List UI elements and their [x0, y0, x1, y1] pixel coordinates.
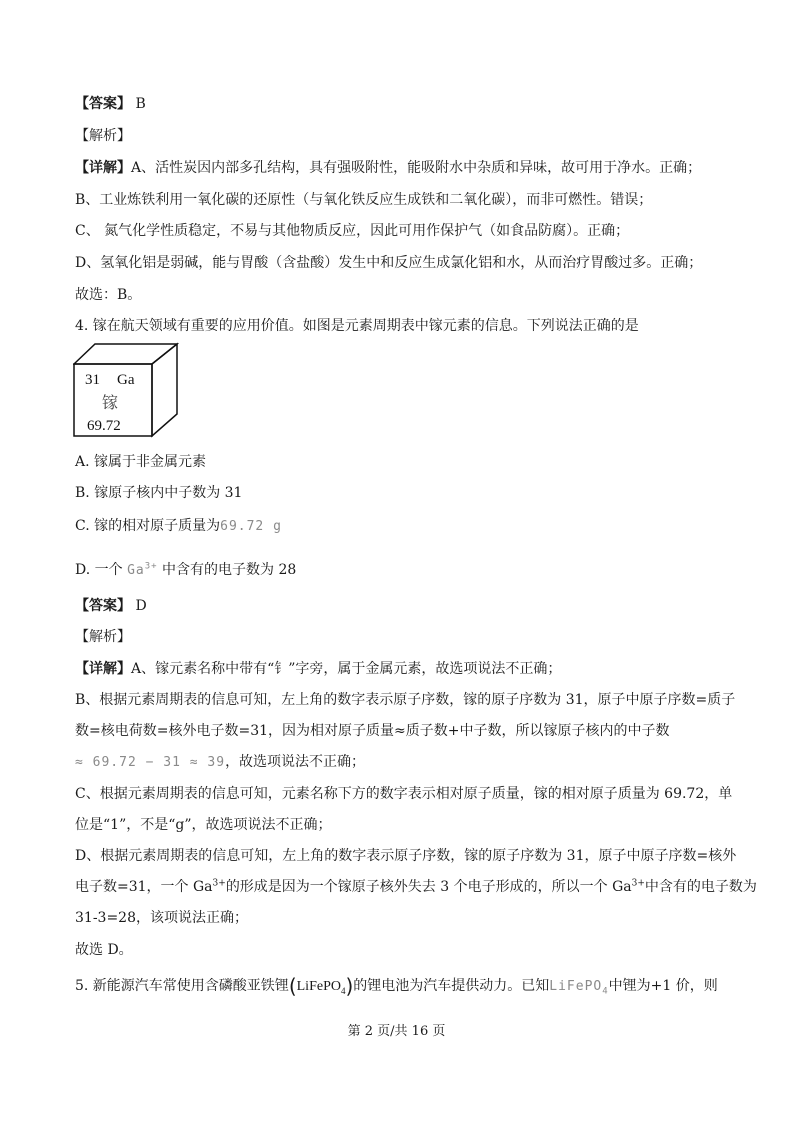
q4-option-c: [75, 516, 282, 537]
option-c-text: C. 镓的相对原子质量为: [75, 518, 221, 534]
q4-detail-b2: 数=核电荷数=核外电子数=31，因为相对原子质量≈质子数+中子数，所以镓原子核内的中子数: [75, 723, 670, 739]
element-symbol: Ga: [117, 372, 135, 388]
element-name: 镓: [102, 395, 119, 412]
card-side-face: [152, 344, 177, 436]
answer-value: D: [135, 598, 147, 614]
detail-tag: 【详解】: [75, 661, 131, 677]
q4-stem: 4. 镓在航天领域有重要的应用价值。如图是元素周期表中镓元素的信息。下列说法正确的是: [75, 318, 639, 334]
q4-detail-d1: D、根据元素周期表的信息可知，左上角的数字表示原子序数，镓的原子序数为 31，原子中原子序数=核外: [75, 848, 737, 864]
detail-tag: 【详解】: [75, 160, 131, 176]
atomic-number: 31: [85, 372, 100, 388]
q4-option-a: A. 镓属于非金属元素: [75, 454, 207, 470]
q3-detail-d: D、氢氧化铝是弱碱，能与胃酸（含盐酸）发生中和反应生成氯化铝和水，从而治疗胃酸过多。正确；: [75, 255, 703, 271]
q3-detail-b: B、工业炼铁利用一氧化碳的还原性（与氧化铁反应生成铁和二氧化碳），而非可燃性。错误；: [75, 192, 653, 208]
option-d-pre: D. 一个: [75, 562, 123, 578]
neutron-formula: ≈ 69.72 − 31 ≈ 39: [75, 755, 226, 770]
answer-tag: 【答案】: [75, 96, 131, 112]
q3-detail-a: [75, 158, 701, 178]
answer-tag: 【答案】: [75, 598, 131, 614]
q3-analysis-tag: 【解析】: [75, 128, 131, 144]
detail-b3-text: ，故选项说法不正确；: [225, 754, 366, 770]
card-top-face: [74, 344, 177, 364]
q3-answer-line: [75, 94, 146, 114]
element-card-figure: [73, 342, 179, 438]
q3-detail-c: C、 氮气化学性质稳定，不易与其他物质反应，因此可用作保护气（如食品防腐）。正确；: [75, 223, 630, 239]
q4-conclusion: 故选 D。: [75, 942, 133, 958]
q4-analysis-tag: 【解析】: [75, 629, 131, 645]
q4-detail-a: [75, 659, 561, 679]
formula-lifepo4-faint: LiFePO$_4$: [549, 979, 609, 997]
q3-conclusion: 故选：B。: [75, 287, 142, 303]
q4-detail-b3: [75, 752, 365, 773]
q4-option-d: [75, 560, 296, 581]
page-footer: 第 2 页/共 16 页: [347, 1024, 446, 1039]
q4-option-b: B. 镓原子核内中子数为 31: [75, 485, 243, 501]
q4-answer-line: [75, 596, 147, 616]
option-c-formula: 69.72 g: [220, 519, 282, 534]
atomic-mass: 69.72: [87, 418, 121, 434]
q5-stem: 5. 新能源汽车常使用含磷酸亚铁锂(LiFePO$_4$)的锂电池为汽车提供动力。已知LiFePO$_4$中锂为+1 价，则: [75, 974, 718, 998]
detail-text: A、活性炭因内部多孔结构，具有强吸附性，能吸附水中杂质和异味，故可用于净水。正确；: [131, 160, 702, 176]
detail-text: A、镓元素名称中带有“钅”字旁，属于金属元素，故选项说法不正确；: [131, 661, 562, 677]
answer-value: B: [135, 96, 146, 112]
q4-detail-b1: B、根据元素周期表的信息可知，左上角的数字表示原子序数，镓的原子序数为 31，原子中原子序数=质子: [75, 692, 736, 708]
formula-lifepo4: LiFePO$_4$: [296, 979, 346, 996]
q4-detail-d2: 电子数=31，一个 $Ga^{3+}$的形成是因为一个镓原子核外失去 3 个电子形成的，所以一个 $Ga^{3+}$中含有的电子数为: [75, 878, 757, 895]
q4-detail-c2: 位是“1”，不是“g”，故选项说法不正确；: [75, 817, 332, 833]
q4-detail-c1: C、根据元素周期表的信息可知，元素名称下方的数字表示相对原子质量，镓的相对原子质量为 69.72，单: [75, 786, 733, 802]
q4-detail-d3: 31-3=28，该项说法正确；: [75, 910, 248, 926]
option-d-post: 中含有的电子数为 28: [162, 562, 297, 578]
option-d-ion: $Ga^{3+}$: [127, 561, 158, 578]
